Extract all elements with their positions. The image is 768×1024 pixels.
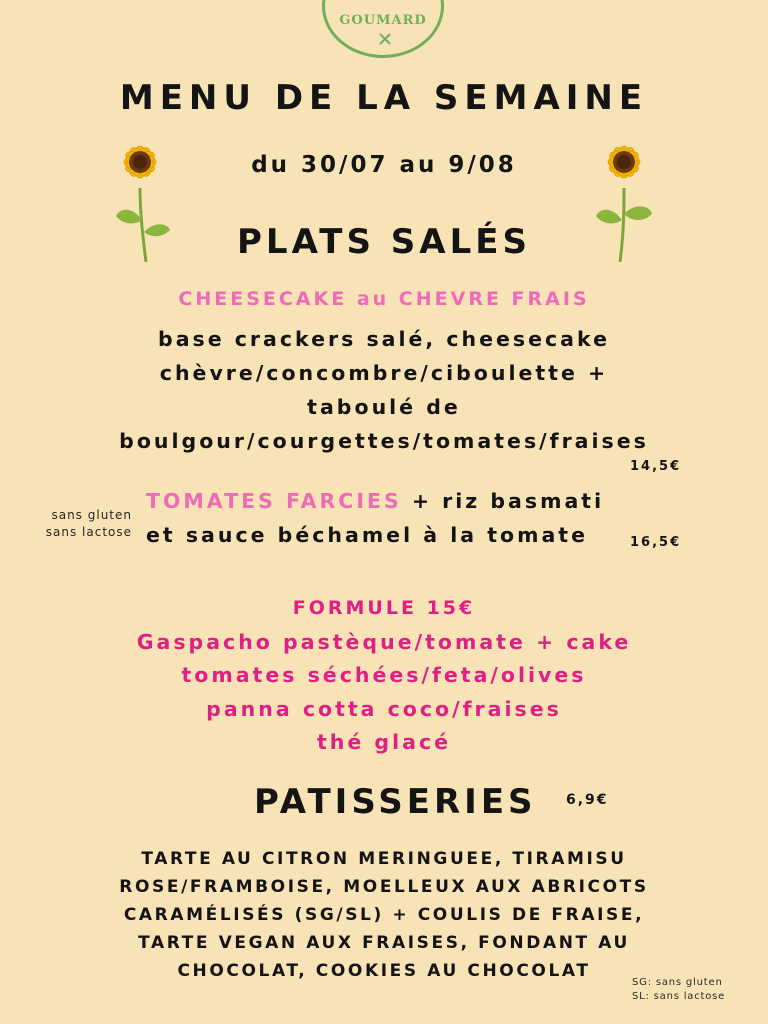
diet-note: sans gluten xyxy=(51,508,132,522)
pastries-price: 6,9€ xyxy=(566,792,609,808)
dish2-description: et sauce béchamel à la tomate xyxy=(146,523,588,547)
savory-heading: PLATS SALÉS xyxy=(237,222,531,262)
restaurant-logo xyxy=(322,0,444,58)
diet-notes xyxy=(18,507,132,541)
menu-dates: du 30/07 au 9/08 xyxy=(251,152,517,178)
dish1-price: 14,5€ xyxy=(630,459,682,474)
dish1-line: chèvre/concombre/ciboulette + xyxy=(159,361,609,385)
dish2-title-line xyxy=(146,489,604,513)
logo-text: GOUMARD xyxy=(339,13,427,28)
pastry-line: TARTE AU CITRON MERINGUEE, TIRAMISU xyxy=(141,849,627,869)
formule-item: Gaspacho pastèque/tomate + cake xyxy=(136,629,632,654)
formule-item: thé glacé xyxy=(316,730,452,754)
dish1-line: taboulé de xyxy=(307,395,461,419)
formule-item: tomates séchées/feta/olives xyxy=(181,663,587,687)
legend-line: SL: sans lactose xyxy=(632,991,726,1002)
dish2-price: 16,5€ xyxy=(630,535,682,550)
pastry-line: CHOCOLAT, COOKIES AU CHOCOLAT xyxy=(177,961,591,981)
pastry-line: CARAMÉLISÉS (SG/SL) + COULIS DE FRAISE, xyxy=(123,905,645,925)
utensils-icon xyxy=(378,32,392,46)
formule-heading: FORMULE 15€ xyxy=(292,597,476,619)
dish2-name: TOMATES FARCIES xyxy=(146,489,402,513)
formule-item: panna cotta coco/fraises xyxy=(206,696,562,721)
dish1-line: boulgour/courgettes/tomates/fraises xyxy=(119,429,649,453)
pastry-line: TARTE VEGAN AUX FRAISES, FONDANT AU xyxy=(138,933,630,953)
pastry-line: ROSE/FRAMBOISE, MOELLEUX AUX ABRICOTS xyxy=(119,877,649,897)
diet-note: sans lactose xyxy=(45,525,132,539)
pastries-heading: PATISSERIES xyxy=(254,782,537,822)
page-title: MENU DE LA SEMAINE xyxy=(119,78,649,118)
diet-legend xyxy=(632,976,725,1004)
pastries-list xyxy=(0,845,768,985)
dish1-name: CHEESECAKE au CHEVRE FRAIS xyxy=(178,288,590,310)
dish1-description xyxy=(0,322,768,458)
legend-line: SG: sans gluten xyxy=(632,977,723,988)
formule-block xyxy=(0,592,768,760)
dish2-name-suffix: + riz basmati xyxy=(401,489,605,513)
dish1-line: base crackers salé, cheesecake xyxy=(158,327,610,351)
